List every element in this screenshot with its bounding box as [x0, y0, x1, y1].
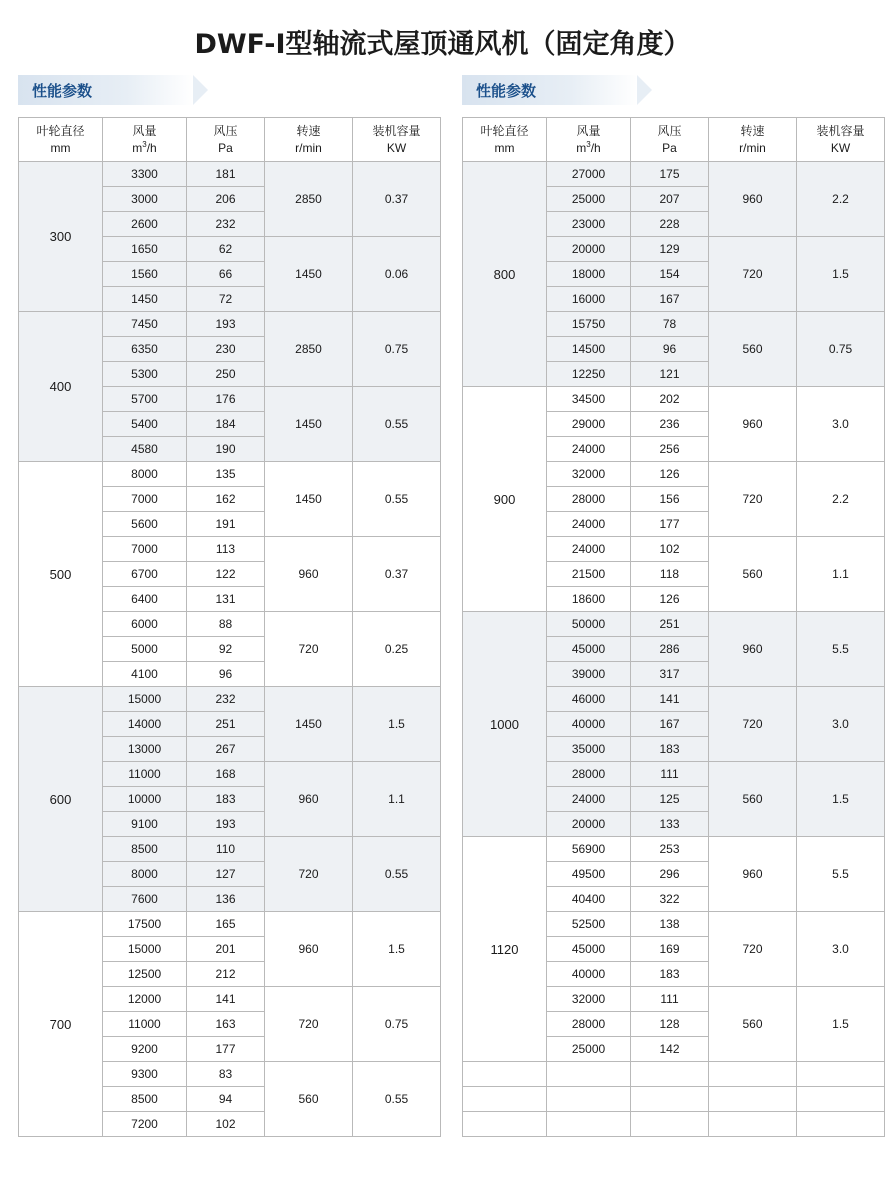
cell-airflow: 24000: [547, 787, 631, 812]
cell-airflow: 5700: [103, 387, 187, 412]
cell-pressure: 175: [631, 162, 709, 187]
header-speed: 转速 r/min: [265, 118, 353, 162]
cell-pressure: 177: [187, 1037, 265, 1062]
table-row: [19, 912, 441, 937]
cell-pressure: 129: [631, 237, 709, 262]
cell-airflow: 5000: [103, 637, 187, 662]
cell-airflow: 39000: [547, 662, 631, 687]
cell-airflow: 15750: [547, 312, 631, 337]
cell-empty: [631, 1112, 709, 1137]
cell-pressure: 183: [631, 962, 709, 987]
header-power: 装机容量 KW: [797, 118, 885, 162]
cell-empty: [547, 1112, 631, 1137]
cell-airflow: 12500: [103, 962, 187, 987]
cell-speed: 960: [709, 162, 797, 237]
cell-airflow: 49500: [547, 862, 631, 887]
cell-pressure: 133: [631, 812, 709, 837]
cell-airflow: 46000: [547, 687, 631, 712]
cell-pressure: 126: [631, 462, 709, 487]
cell-airflow: 6350: [103, 337, 187, 362]
cell-pressure: 232: [187, 687, 265, 712]
cell-speed: 960: [709, 837, 797, 912]
cell-airflow: 20000: [547, 237, 631, 262]
cell-airflow: 1560: [103, 262, 187, 287]
cell-airflow: 17500: [103, 912, 187, 937]
performance-table-left: [18, 117, 441, 1137]
cell-airflow: 24000: [547, 537, 631, 562]
cell-airflow: 40000: [547, 962, 631, 987]
cell-speed: 560: [709, 987, 797, 1062]
cell-airflow: 14500: [547, 337, 631, 362]
cell-airflow: 2600: [103, 212, 187, 237]
cell-speed: 1450: [265, 237, 353, 312]
cell-speed: 560: [709, 312, 797, 387]
cell-power: 0.37: [353, 162, 441, 237]
cell-airflow: 9200: [103, 1037, 187, 1062]
cell-pressure: 92: [187, 637, 265, 662]
cell-pressure: 141: [631, 687, 709, 712]
cell-airflow: 8500: [103, 837, 187, 862]
cell-empty: [797, 1087, 885, 1112]
cell-impeller-diameter: 1120: [463, 837, 547, 1062]
cell-pressure: 267: [187, 737, 265, 762]
cell-power: 3.0: [797, 687, 885, 762]
cell-power: 1.1: [797, 537, 885, 612]
table-body-left: [19, 162, 441, 1137]
header-power: 装机容量 KW: [353, 118, 441, 162]
header-row: [463, 118, 885, 162]
cell-pressure: 253: [631, 837, 709, 862]
page-title: DWF-Ⅰ型轴流式屋顶通风机（固定角度）: [194, 29, 691, 60]
cell-pressure: 128: [631, 1012, 709, 1037]
cell-airflow: 18000: [547, 262, 631, 287]
cell-empty: [709, 1062, 797, 1087]
cell-speed: 720: [265, 837, 353, 912]
cell-pressure: 230: [187, 337, 265, 362]
cell-speed: 2850: [265, 312, 353, 387]
cell-airflow: 56900: [547, 837, 631, 862]
section-banner-right-label: 性能参数: [476, 81, 537, 100]
cell-airflow: 28000: [547, 487, 631, 512]
cell-pressure: 207: [631, 187, 709, 212]
cell-speed: 960: [709, 612, 797, 687]
cell-speed: 560: [709, 537, 797, 612]
cell-empty: [797, 1062, 885, 1087]
cell-power: 1.5: [797, 762, 885, 837]
cell-airflow: 24000: [547, 512, 631, 537]
cell-pressure: 162: [187, 487, 265, 512]
cell-pressure: 156: [631, 487, 709, 512]
performance-table-right: [462, 117, 885, 1137]
cell-airflow: 5400: [103, 412, 187, 437]
cell-pressure: 154: [631, 262, 709, 287]
cell-power: 2.2: [797, 462, 885, 537]
header-pressure: 风压 Pa: [631, 118, 709, 162]
table-row: [19, 687, 441, 712]
cell-power: 0.55: [353, 462, 441, 537]
cell-airflow: 20000: [547, 812, 631, 837]
cell-airflow: 25000: [547, 187, 631, 212]
cell-pressure: 102: [631, 537, 709, 562]
cell-power: 1.5: [353, 912, 441, 987]
cell-pressure: 169: [631, 937, 709, 962]
cell-pressure: 251: [631, 612, 709, 637]
cell-airflow: 24000: [547, 437, 631, 462]
cell-airflow: 14000: [103, 712, 187, 737]
cell-airflow: 6700: [103, 562, 187, 587]
cell-impeller-diameter: 300: [19, 162, 103, 312]
cell-airflow: 32000: [547, 987, 631, 1012]
cell-airflow: 28000: [547, 1012, 631, 1037]
cell-pressure: 317: [631, 662, 709, 687]
cell-pressure: 96: [631, 337, 709, 362]
header-row: [19, 118, 441, 162]
cell-empty: [463, 1087, 547, 1112]
cell-pressure: 322: [631, 887, 709, 912]
header-airflow: 风量 $m^3/h$: [103, 118, 187, 162]
cell-airflow: 45000: [547, 637, 631, 662]
cell-pressure: 125: [631, 787, 709, 812]
cell-empty: [631, 1062, 709, 1087]
cell-pressure: 228: [631, 212, 709, 237]
cell-airflow: 35000: [547, 737, 631, 762]
cell-airflow: 5300: [103, 362, 187, 387]
cell-airflow: 7000: [103, 487, 187, 512]
cell-pressure: 232: [187, 212, 265, 237]
cell-speed: 2850: [265, 162, 353, 237]
cell-pressure: 250: [187, 362, 265, 387]
cell-power: 0.55: [353, 387, 441, 462]
cell-pressure: 88: [187, 612, 265, 637]
cell-pressure: 201: [187, 937, 265, 962]
table-row-empty: [463, 1062, 885, 1087]
header-impeller-diameter: 叶轮直径 mm: [463, 118, 547, 162]
table-row: [463, 387, 885, 412]
cell-pressure: 183: [631, 737, 709, 762]
cell-airflow: 12000: [103, 987, 187, 1012]
table-row: [19, 162, 441, 187]
cell-pressure: 193: [187, 812, 265, 837]
cell-pressure: 96: [187, 662, 265, 687]
cell-pressure: 163: [187, 1012, 265, 1037]
cell-airflow: 27000: [547, 162, 631, 187]
table-row: [19, 312, 441, 337]
cell-pressure: 181: [187, 162, 265, 187]
cell-airflow: 3000: [103, 187, 187, 212]
cell-airflow: 50000: [547, 612, 631, 637]
header-airflow: 风量 $m^3/h$: [547, 118, 631, 162]
cell-pressure: 111: [631, 987, 709, 1012]
cell-airflow: 6000: [103, 612, 187, 637]
cell-airflow: 5600: [103, 512, 187, 537]
cell-power: 0.55: [353, 837, 441, 912]
cell-impeller-diameter: 600: [19, 687, 103, 912]
cell-power: 1.1: [353, 762, 441, 837]
cell-speed: 960: [265, 762, 353, 837]
right-column: [462, 75, 884, 1137]
cell-power: 0.37: [353, 537, 441, 612]
table-row: [463, 837, 885, 862]
cell-impeller-diameter: 800: [463, 162, 547, 387]
cell-airflow: 11000: [103, 762, 187, 787]
tables-container: [0, 75, 885, 1137]
cell-airflow: 1650: [103, 237, 187, 262]
table-row: [463, 162, 885, 187]
cell-airflow: 10000: [103, 787, 187, 812]
cell-airflow: 3300: [103, 162, 187, 187]
cell-pressure: 72: [187, 287, 265, 312]
cell-pressure: 126: [631, 587, 709, 612]
cell-airflow: 1450: [103, 287, 187, 312]
cell-power: 5.5: [797, 612, 885, 687]
cell-airflow: 32000: [547, 462, 631, 487]
cell-airflow: 7000: [103, 537, 187, 562]
cell-pressure: 110: [187, 837, 265, 862]
cell-pressure: 135: [187, 462, 265, 487]
cell-power: 1.5: [797, 987, 885, 1062]
cell-airflow: 4580: [103, 437, 187, 462]
header-impeller-diameter: 叶轮直径 mm: [19, 118, 103, 162]
cell-pressure: 167: [631, 712, 709, 737]
cell-power: 0.06: [353, 237, 441, 312]
cell-airflow: 6400: [103, 587, 187, 612]
cell-speed: 560: [265, 1062, 353, 1137]
cell-speed: 720: [709, 462, 797, 537]
cell-speed: 720: [709, 237, 797, 312]
cell-power: 0.75: [353, 987, 441, 1062]
cell-airflow: 4100: [103, 662, 187, 687]
cell-pressure: 102: [187, 1112, 265, 1137]
cell-pressure: 296: [631, 862, 709, 887]
cell-airflow: 34500: [547, 387, 631, 412]
cell-pressure: 138: [631, 912, 709, 937]
cell-power: 0.25: [353, 612, 441, 687]
table-header-right: [463, 118, 885, 162]
cell-empty: [709, 1112, 797, 1137]
cell-pressure: 236: [631, 412, 709, 437]
cell-speed: 1450: [265, 462, 353, 537]
cell-empty: [463, 1062, 547, 1087]
cell-speed: 960: [265, 912, 353, 987]
cell-impeller-diameter: 1000: [463, 612, 547, 837]
cell-airflow: 21500: [547, 562, 631, 587]
cell-empty: [709, 1087, 797, 1112]
cell-empty: [463, 1112, 547, 1137]
cell-pressure: 118: [631, 562, 709, 587]
cell-airflow: 18600: [547, 587, 631, 612]
cell-pressure: 122: [187, 562, 265, 587]
cell-power: 1.5: [797, 237, 885, 312]
cell-pressure: 202: [631, 387, 709, 412]
cell-empty: [797, 1112, 885, 1137]
cell-pressure: 183: [187, 787, 265, 812]
table-body-right: [463, 162, 885, 1137]
cell-speed: 1450: [265, 387, 353, 462]
cell-power: 0.55: [353, 1062, 441, 1137]
cell-speed: 960: [709, 387, 797, 462]
cell-pressure: 177: [631, 512, 709, 537]
cell-airflow: 8000: [103, 862, 187, 887]
cell-pressure: 206: [187, 187, 265, 212]
cell-airflow: 9100: [103, 812, 187, 837]
cell-airflow: 25000: [547, 1037, 631, 1062]
cell-pressure: 113: [187, 537, 265, 562]
cell-speed: 560: [709, 762, 797, 837]
cell-pressure: 176: [187, 387, 265, 412]
cell-speed: 720: [709, 687, 797, 762]
cell-pressure: 191: [187, 512, 265, 537]
cell-airflow: 52500: [547, 912, 631, 937]
cell-pressure: 131: [187, 587, 265, 612]
cell-airflow: 40000: [547, 712, 631, 737]
cell-impeller-diameter: 900: [463, 387, 547, 612]
cell-power: 0.75: [797, 312, 885, 387]
cell-impeller-diameter: 700: [19, 912, 103, 1137]
header-pressure: 风压 Pa: [187, 118, 265, 162]
cell-pressure: 190: [187, 437, 265, 462]
cell-speed: 720: [265, 987, 353, 1062]
cell-airflow: 16000: [547, 287, 631, 312]
cell-pressure: 168: [187, 762, 265, 787]
cell-pressure: 136: [187, 887, 265, 912]
cell-airflow: 7600: [103, 887, 187, 912]
cell-pressure: 83: [187, 1062, 265, 1087]
cell-speed: 960: [265, 537, 353, 612]
cell-impeller-diameter: 400: [19, 312, 103, 462]
cell-speed: 720: [265, 612, 353, 687]
cell-pressure: 66: [187, 262, 265, 287]
cell-airflow: 45000: [547, 937, 631, 962]
table-row-empty: [463, 1112, 885, 1137]
cell-pressure: 167: [631, 287, 709, 312]
cell-pressure: 62: [187, 237, 265, 262]
cell-pressure: 165: [187, 912, 265, 937]
cell-airflow: 7200: [103, 1112, 187, 1137]
cell-impeller-diameter: 500: [19, 462, 103, 687]
cell-airflow: 29000: [547, 412, 631, 437]
table-row: [19, 462, 441, 487]
cell-airflow: 7450: [103, 312, 187, 337]
cell-pressure: 212: [187, 962, 265, 987]
cell-pressure: 141: [187, 987, 265, 1012]
cell-pressure: 127: [187, 862, 265, 887]
cell-power: 3.0: [797, 912, 885, 987]
cell-airflow: 15000: [103, 937, 187, 962]
cell-pressure: 121: [631, 362, 709, 387]
left-column: [18, 75, 440, 1137]
table-header-left: [19, 118, 441, 162]
cell-speed: 1450: [265, 687, 353, 762]
cell-pressure: 184: [187, 412, 265, 437]
cell-airflow: 8000: [103, 462, 187, 487]
table-row: [463, 612, 885, 637]
cell-airflow: 12250: [547, 362, 631, 387]
cell-power: 5.5: [797, 837, 885, 912]
section-banner-right: [462, 75, 884, 105]
cell-power: 0.75: [353, 312, 441, 387]
section-banner-left-label: 性能参数: [32, 81, 93, 100]
cell-airflow: 13000: [103, 737, 187, 762]
cell-pressure: 142: [631, 1037, 709, 1062]
cell-speed: 720: [709, 912, 797, 987]
cell-pressure: 251: [187, 712, 265, 737]
cell-airflow: 11000: [103, 1012, 187, 1037]
cell-power: 2.2: [797, 162, 885, 237]
cell-airflow: 28000: [547, 762, 631, 787]
cell-power: 3.0: [797, 387, 885, 462]
cell-empty: [547, 1062, 631, 1087]
cell-pressure: 256: [631, 437, 709, 462]
cell-pressure: 111: [631, 762, 709, 787]
cell-airflow: 23000: [547, 212, 631, 237]
cell-empty: [547, 1087, 631, 1112]
cell-pressure: 193: [187, 312, 265, 337]
cell-pressure: 286: [631, 637, 709, 662]
cell-airflow: 40400: [547, 887, 631, 912]
cell-pressure: 94: [187, 1087, 265, 1112]
cell-airflow: 9300: [103, 1062, 187, 1087]
cell-power: 1.5: [353, 687, 441, 762]
section-banner-left: [18, 75, 440, 105]
cell-airflow: 8500: [103, 1087, 187, 1112]
header-speed: 转速 r/min: [709, 118, 797, 162]
cell-airflow: 15000: [103, 687, 187, 712]
table-row-empty: [463, 1087, 885, 1112]
cell-pressure: 78: [631, 312, 709, 337]
cell-empty: [631, 1087, 709, 1112]
